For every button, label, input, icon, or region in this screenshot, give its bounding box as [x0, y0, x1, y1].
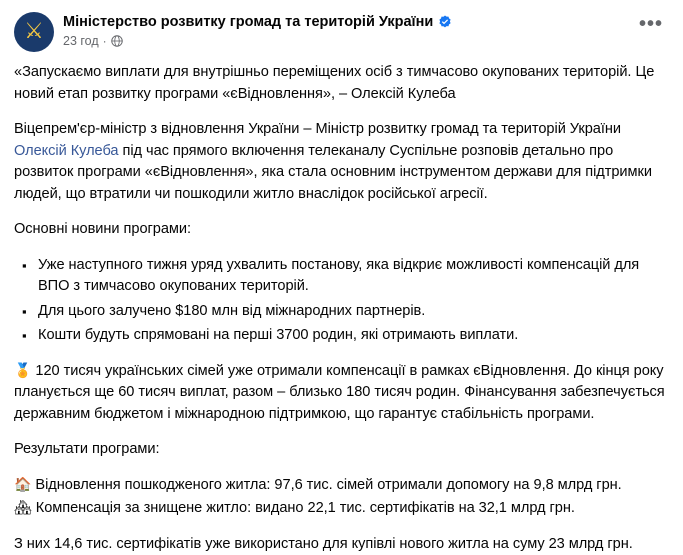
post-options-button[interactable]: •••	[633, 14, 669, 34]
intro-paragraph	[14, 119, 669, 205]
stats-paragraph	[14, 361, 669, 426]
list-item: ▪ Для цього залучено $180 млн від міжнародних партнерів.	[38, 301, 669, 323]
medal-emoji-icon: 🏅	[14, 363, 31, 379]
meta-separator: ·	[103, 34, 107, 48]
results-list	[14, 475, 669, 520]
houses-emoji-icon: 🏘	[14, 500, 32, 516]
post-content	[14, 62, 669, 555]
post-meta	[63, 34, 633, 48]
news-heading: Основні новини програми:	[14, 219, 669, 241]
result-text: Відновлення пошкодженого житла: 97,6 тис. сімей отримали допомогу на 9,8 млрд грн.	[35, 477, 621, 493]
lead-quote: «Запускаємо виплати для внутрішньо переміщених осіб з тимчасово окупованих територій. Це новий етап розвитку програми «єВідновлення», – Олексій Кулеба	[14, 62, 669, 105]
result-text: Компенсація за знищене житло: видано 22,1 тис. сертифікатів на 32,1 млрд грн.	[36, 500, 575, 516]
post-header	[14, 12, 669, 52]
author-row	[63, 13, 633, 31]
verified-badge-icon	[438, 15, 452, 29]
post-timestamp[interactable]: 23 год	[63, 34, 99, 48]
list-item	[14, 498, 669, 520]
news-bullet-list	[14, 255, 669, 347]
results-heading: Результати програми:	[14, 439, 669, 461]
ukraine-trident-emblem-icon: ⚔	[24, 21, 44, 43]
page-name[interactable]: Міністерство розвитку громад та територій України	[63, 13, 433, 31]
list-item: ▪ Кошти будуть спрямовані на перші 3700 родин, які отримають виплати.	[38, 325, 669, 347]
closing-paragraph: З них 14,6 тис. сертифікатів уже використано для купівлі нового житла на суму 23 млрд грн.	[14, 534, 669, 555]
intro-text-part2: під час прямого включення телеканалу Суспільне розповів детально про розвиток програми «єВідновлення», яка стала основним інструментом держави для підтримки людей, що втратили чи пошкодили житло внаслідок російської агресії.	[14, 143, 652, 202]
post-header-text	[63, 12, 633, 48]
stats-text: 120 тисяч українських сімей уже отримали компенсації в рамках єВідновлення. До кінця року планується ще 60 тисяч виплат, разом – близько 180 тисяч родин. Фінансування забезпечується державним бюджетом і міжнародною підтримкою, що гарантує стабільність програми.	[14, 363, 665, 422]
globe-icon	[111, 35, 123, 47]
avatar[interactable]	[14, 12, 54, 52]
house-emoji-icon: 🏠	[14, 477, 31, 493]
minister-profile-link[interactable]: Олексій Кулеба	[14, 143, 119, 159]
list-item: ▪ Уже наступного тижня уряд ухвалить постанову, яка відкриє можливості компенсацій для ВПО з тимчасово окупованих територій.	[38, 255, 669, 298]
list-item	[14, 475, 669, 497]
intro-text-part1: Віцепрем'єр-міністр з відновлення України – Міністр розвитку громад та територій України	[14, 121, 621, 137]
